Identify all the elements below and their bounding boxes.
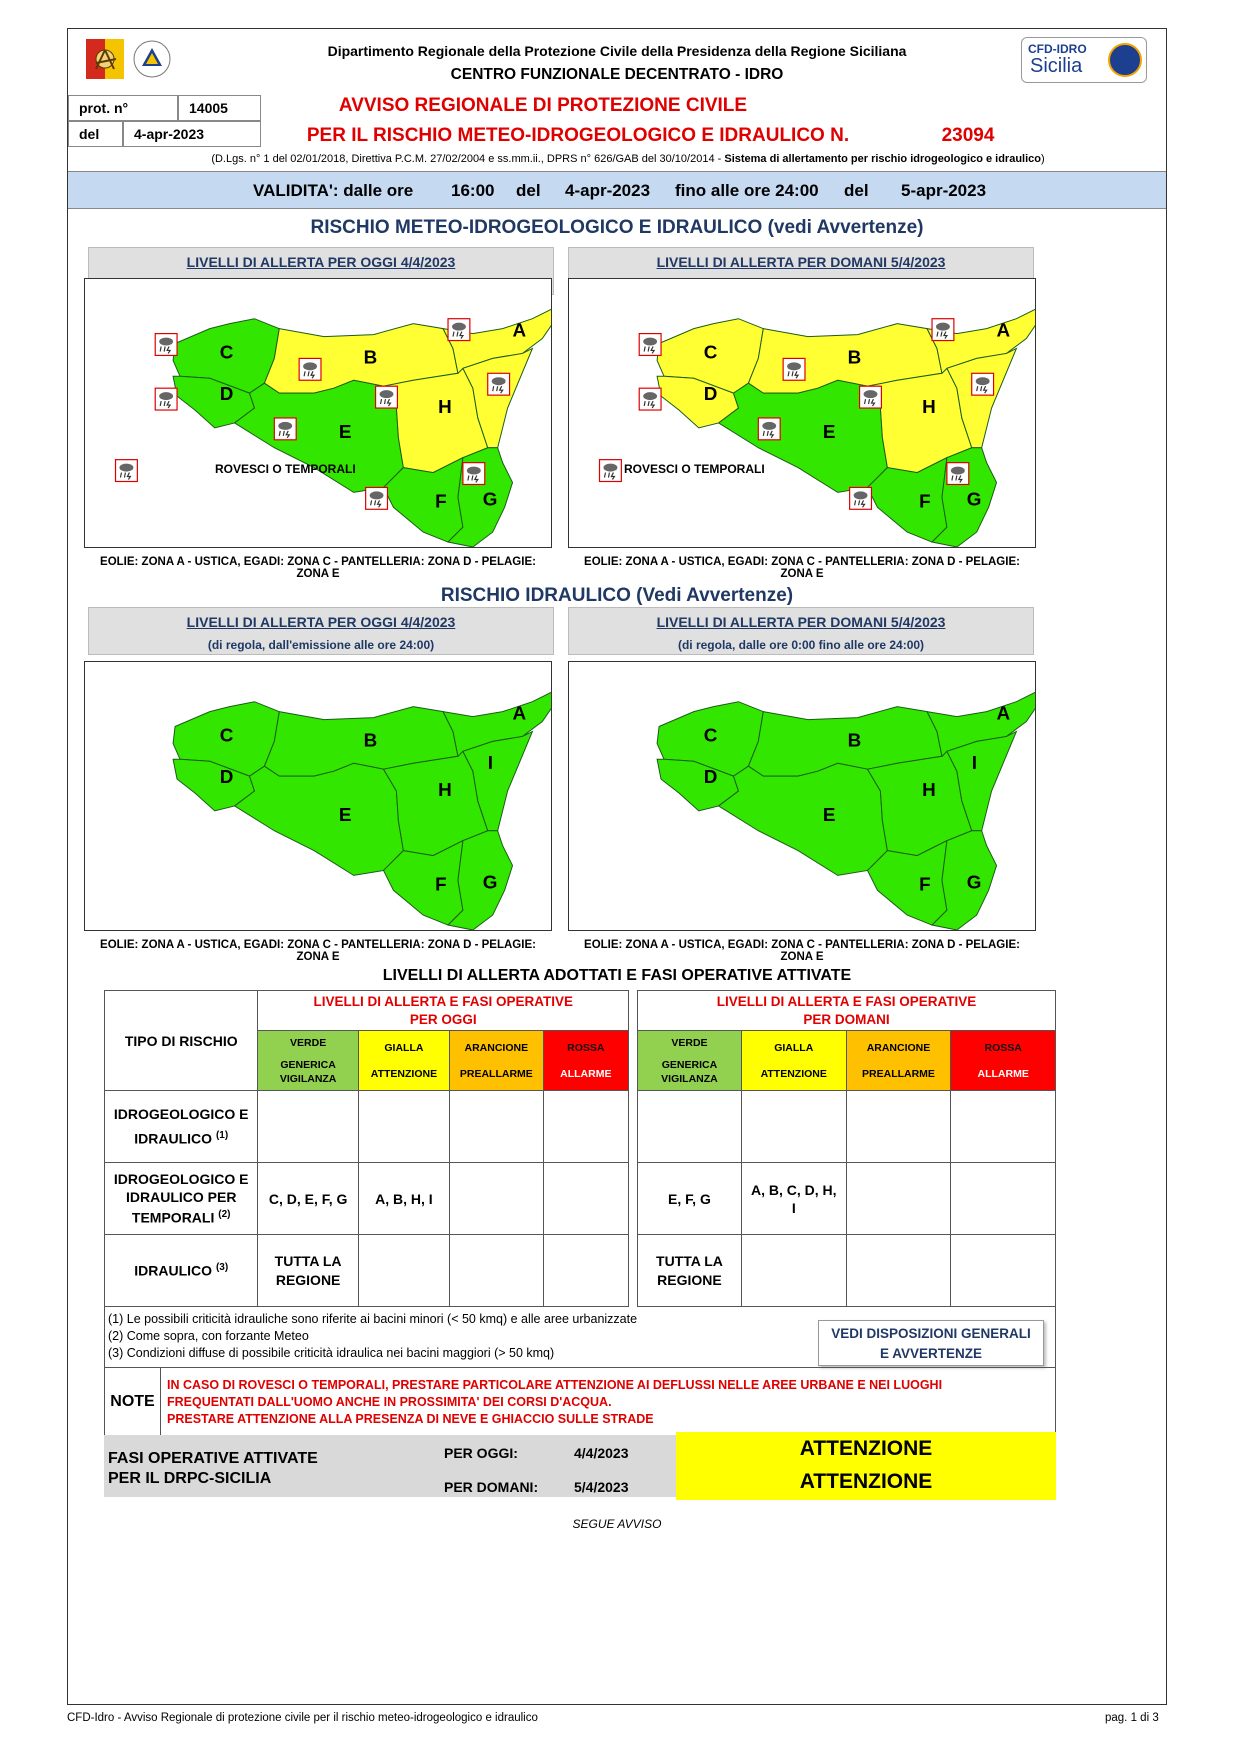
meteo-today-header: LIVELLI DI ALLERTA PER OGGI 4/4/2023 bbox=[88, 247, 554, 295]
zone-label-c: C bbox=[703, 341, 718, 363]
tipo-rischio-header: TIPO DI RISCHIO bbox=[105, 991, 258, 1091]
zone-label-d: D bbox=[703, 766, 718, 788]
level-verde: VERDE GENERICA VIGILANZA bbox=[638, 1031, 742, 1091]
zone-label-h: H bbox=[922, 396, 936, 417]
storm-icon bbox=[758, 418, 780, 440]
document-frame bbox=[67, 28, 1167, 1705]
footnotes: (1) Le possibili criticità idrauliche sono riferite ai bacini minori (< 50 kmq) e alle aree urbanizzate (2) Come sopra, con forzante Meteo (3) Condizioni diffuse di possibile criticità idraulica nei bacini maggiori (> 50 kmq) bbox=[104, 1307, 1056, 1367]
zone-label-f: F bbox=[919, 490, 931, 512]
phase-attenzione-box bbox=[676, 1432, 1056, 1500]
row-label-temporali: IDROGEOLOGICO E IDRAULICO PER TEMPORALI $^{(2)}$ bbox=[105, 1163, 258, 1235]
cell bbox=[543, 1091, 628, 1163]
meteo-tomorrow-header: LIVELLI DI ALLERTA PER DOMANI 5/4/2023 bbox=[568, 247, 1034, 295]
row-label-idraulico: IDRAULICO $^{(3)}$ bbox=[105, 1235, 258, 1307]
cell bbox=[638, 1091, 742, 1163]
row-label-idrogeo: IDROGEOLOGICO E IDRAULICO $^{(1)}$ bbox=[105, 1091, 258, 1163]
zone-label-c: C bbox=[703, 724, 718, 746]
storm-icon bbox=[463, 463, 485, 485]
prot-label: prot. n° bbox=[68, 95, 178, 121]
level-arancione: ARANCIONE PREALLARME bbox=[846, 1031, 951, 1091]
zone-e bbox=[235, 763, 404, 875]
zone-label-e: E bbox=[338, 803, 352, 825]
zone-label-g: G bbox=[482, 871, 498, 893]
del-label: del bbox=[68, 121, 123, 147]
phase-tomorrow-label: PER DOMANI: bbox=[444, 1479, 539, 1495]
footer-right: pag. 1 di 3 bbox=[1105, 1712, 1159, 1724]
storm-icon bbox=[639, 388, 661, 410]
section-meteo-title: RISCHIO METEO-IDROGEOLOGICO E IDRAULICO (vedi Avvertenze) bbox=[310, 217, 924, 238]
phases-label: FASI OPERATIVE ATTIVATE PER IL DRPC-SICILIA bbox=[108, 1450, 318, 1487]
zone-label-a: A bbox=[512, 319, 527, 341]
cell: A, B, H, I bbox=[358, 1163, 449, 1235]
zone-label-f: F bbox=[919, 873, 931, 895]
map-hydro-tomorrow bbox=[568, 661, 1036, 931]
cell bbox=[358, 1235, 449, 1307]
storm-icon bbox=[448, 319, 470, 341]
storm-icon bbox=[366, 487, 388, 509]
zone-label-d: D bbox=[219, 383, 234, 405]
storm-icon bbox=[376, 386, 398, 408]
zone-label-e: E bbox=[338, 420, 352, 442]
zone-label-a: A bbox=[512, 702, 527, 724]
phase-today-label: PER OGGI: bbox=[444, 1445, 518, 1461]
phase-today-value: ATTENZIONE bbox=[799, 1437, 933, 1460]
alert-table-today bbox=[104, 990, 629, 1307]
storm-icon bbox=[488, 373, 510, 395]
map-meteo-tomorrow bbox=[568, 278, 1036, 548]
cell bbox=[951, 1235, 1056, 1307]
phase-tomorrow-date: 5/4/2023 bbox=[574, 1479, 629, 1495]
notice-number: 23094 bbox=[941, 125, 995, 146]
map-hydro-today bbox=[84, 661, 552, 931]
centre-name: CENTRO FUNZIONALE DECENTRATO - IDRO bbox=[450, 66, 784, 83]
storm-icon bbox=[116, 460, 138, 482]
note-label: NOTE bbox=[105, 1368, 161, 1436]
hydro-tomorrow-header: LIVELLI DI ALLERTA PER DOMANI 5/4/2023 (di regola, dalle ore 0:00 fino alle ore 24:00) bbox=[568, 607, 1034, 655]
zone-label-e: E bbox=[822, 803, 836, 825]
cell: TUTTA LA REGIONE bbox=[638, 1235, 742, 1307]
zone-label-c: C bbox=[219, 724, 234, 746]
cell bbox=[951, 1091, 1056, 1163]
zone-e bbox=[719, 763, 888, 875]
level-rossa: ROSSA ALLARME bbox=[543, 1031, 628, 1091]
tomorrow-levels-header: LIVELLI DI ALLERTA E FASI OPERATIVE PER DOMANI bbox=[638, 991, 1056, 1031]
map-meteo-today bbox=[84, 278, 552, 548]
see-general-provisions-box[interactable]: VEDI DISPOSIZIONI GENERALI E AVVERTENZE bbox=[818, 1320, 1044, 1366]
cell bbox=[543, 1235, 628, 1307]
storm-icon bbox=[639, 334, 661, 356]
zone-label-d: D bbox=[219, 766, 234, 788]
del-value: 4-apr-2023 bbox=[123, 121, 261, 147]
cell: E, F, G bbox=[638, 1163, 742, 1235]
cfd-idro-sicilia-logo: CFD-IDRO Sicilia bbox=[1021, 37, 1147, 83]
zone-label-a: A bbox=[996, 702, 1011, 724]
cell bbox=[951, 1163, 1056, 1235]
validity-bar: VALIDITA': dalle ore 16:00 del 4-apr-2023 fino alle ore 24:00 del 5-apr-2023 bbox=[68, 171, 1166, 209]
hydro-today-header: LIVELLI DI ALLERTA PER OGGI 4/4/2023 (di regola, dall'emissione alle ore 24:00) bbox=[88, 607, 554, 655]
cell bbox=[846, 1091, 951, 1163]
cell bbox=[450, 1091, 544, 1163]
zones-note: EOLIE: ZONA A - USTICA, EGADI: ZONA C - PANTELLERIA: ZONA D - PELAGIE: ZONA E bbox=[584, 556, 1020, 580]
storm-legend-label: ROVESCI O TEMPORALI bbox=[215, 462, 356, 476]
cell bbox=[258, 1091, 358, 1163]
zone-label-h: H bbox=[438, 779, 452, 800]
zone-label-f: F bbox=[435, 873, 447, 895]
cell bbox=[450, 1235, 544, 1307]
zone-label-b: B bbox=[363, 346, 378, 368]
zone-label-b: B bbox=[363, 729, 378, 751]
zones-note: EOLIE: ZONA A - USTICA, EGADI: ZONA C - PANTELLERIA: ZONA D - PELAGIE: ZONA E bbox=[584, 939, 1020, 963]
zones-note: EOLIE: ZONA A - USTICA, EGADI: ZONA C - PANTELLERIA: ZONA D - PELAGIE: ZONA E bbox=[100, 939, 536, 963]
zone-label-g: G bbox=[966, 488, 982, 510]
zone-label-g: G bbox=[482, 488, 498, 510]
phase-tomorrow-value: ATTENZIONE bbox=[799, 1470, 933, 1493]
level-verde: VERDE GENERICA VIGILANZA bbox=[258, 1031, 358, 1091]
alert-table-tomorrow bbox=[637, 990, 1056, 1307]
prot-value: 14005 bbox=[178, 95, 261, 121]
storm-icon bbox=[932, 319, 954, 341]
cell bbox=[741, 1235, 846, 1307]
zone-label-f: F bbox=[435, 490, 447, 512]
note-box bbox=[104, 1367, 1056, 1437]
level-rossa: ROSSA ALLARME bbox=[951, 1031, 1056, 1091]
zone-label-g: G bbox=[966, 871, 982, 893]
cell bbox=[741, 1091, 846, 1163]
footer-left: CFD-Idro - Avviso Regionale di protezione civile per il rischio meteo-idrogeologico e idraulico bbox=[67, 1712, 538, 1724]
note-text: IN CASO DI ROVESCI O TEMPORALI, PRESTARE PARTICOLARE ATTENZIONE AI DEFLUSSI NELLE AREE URBANE E NEI LUOGHI FREQUENTATI DALL'UOMO ANCHE IN PROSSIMITA' DEI CORSI D'ACQUA. PRESTARE ATTENZIONE ALLA PRESENZA DI NEVE E GHIACCIO SULLE STRADE bbox=[167, 1378, 943, 1426]
storm-icon bbox=[274, 418, 296, 440]
notice-title-line1: AVVISO REGIONALE DI PROTEZIONE CIVILE bbox=[338, 95, 748, 116]
storm-icon bbox=[155, 334, 177, 356]
department-name: Dipartimento Regionale della Protezione Civile della Presidenza della Regione Siciliana bbox=[327, 43, 907, 59]
zone-label-b: B bbox=[847, 346, 862, 368]
level-gialla: GIALLA ATTENZIONE bbox=[358, 1031, 449, 1091]
phase-today-date: 4/4/2023 bbox=[574, 1445, 629, 1461]
zone-label-a: A bbox=[996, 319, 1011, 341]
storm-icon bbox=[155, 388, 177, 410]
cell: TUTTA LA REGIONE bbox=[258, 1235, 358, 1307]
zone-label-e: E bbox=[822, 420, 836, 442]
table-title: LIVELLI DI ALLERTA ADOTTATI E FASI OPERATIVE ATTIVATE bbox=[382, 967, 852, 984]
zone-label-h: H bbox=[922, 779, 936, 800]
zone-label-i: I bbox=[971, 752, 977, 774]
zone-label-d: D bbox=[703, 383, 718, 405]
zone-label-h: H bbox=[438, 396, 452, 417]
cell bbox=[543, 1163, 628, 1235]
storm-icon bbox=[299, 358, 321, 380]
zone-label-b: B bbox=[847, 729, 862, 751]
segue-avviso: SEGUE AVVISO bbox=[572, 1517, 662, 1531]
cell bbox=[846, 1235, 951, 1307]
today-levels-header: LIVELLI DI ALLERTA E FASI OPERATIVE PER OGGI bbox=[258, 991, 629, 1031]
zone-label-c: C bbox=[219, 341, 234, 363]
storm-icon bbox=[860, 386, 882, 408]
storm-legend-label: ROVESCI O TEMPORALI bbox=[624, 462, 765, 476]
notice-title-line2: PER IL RISCHIO METEO-IDROGEOLOGICO E IDRAULICO N. bbox=[306, 125, 850, 146]
storm-icon bbox=[972, 373, 994, 395]
section-hydro-title: RISCHIO IDRAULICO (Vedi Avvertenze) bbox=[440, 585, 794, 606]
cell bbox=[358, 1091, 449, 1163]
storm-icon bbox=[850, 487, 872, 509]
cell bbox=[450, 1163, 544, 1235]
storm-icon bbox=[600, 460, 622, 482]
cell bbox=[846, 1163, 951, 1235]
storm-icon bbox=[783, 358, 805, 380]
zone-label-i: I bbox=[487, 752, 493, 774]
legal-reference: (D.Lgs. n° 1 del 02/01/2018, Direttiva P.C.M. 27/02/2004 e ss.mm.ii., DPRS n° 626/GAB del 30/10/2014 - Sistema di allertamento per rischio idrogeologico e idraulico) bbox=[211, 153, 1045, 165]
cell: A, B, C, D, H, I bbox=[741, 1163, 846, 1235]
level-gialla: GIALLA ATTENZIONE bbox=[741, 1031, 846, 1091]
level-arancione: ARANCIONE PREALLARME bbox=[450, 1031, 544, 1091]
zones-note: EOLIE: ZONA A - USTICA, EGADI: ZONA C - PANTELLERIA: ZONA D - PELAGIE: ZONA E bbox=[100, 556, 536, 580]
cell: C, D, E, F, G bbox=[258, 1163, 358, 1235]
storm-icon bbox=[947, 463, 969, 485]
